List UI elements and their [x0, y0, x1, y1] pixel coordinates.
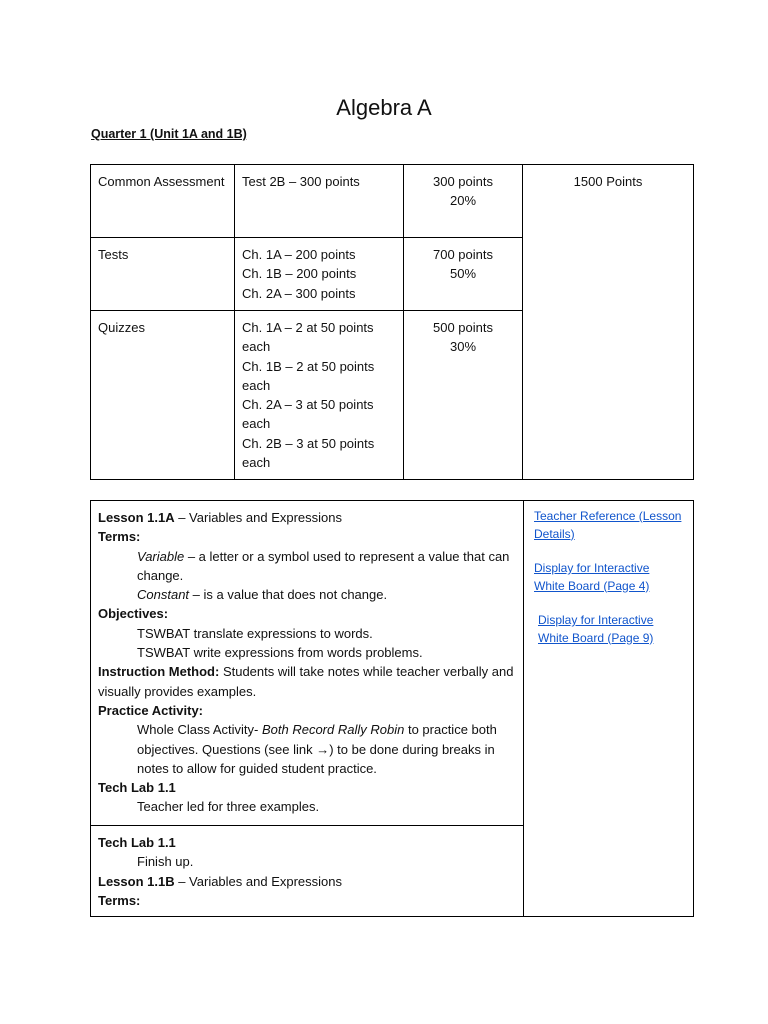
grading-table: [90, 164, 694, 480]
item-line: Ch. 1A – 2 at 50 points each: [242, 320, 374, 355]
teacher-reference-link[interactable]: Teacher Reference (Lesson Details): [534, 509, 682, 541]
practice-suffix: to practice both objectives. Questions (see link →) to be done during breaks in notes to allow for guided student practice.: [137, 722, 497, 776]
item-line: Ch. 2B – 3 at 50 points each: [242, 435, 375, 471]
table-row: [91, 165, 694, 238]
objective-item: TSWBAT write expressions from words problems.: [137, 645, 423, 661]
item-line: Ch. 1B – 200 points: [242, 266, 357, 282]
category-cell: Tests: [91, 238, 235, 311]
items-cell: [235, 238, 404, 311]
points-cell: [404, 311, 523, 480]
practice-prefix: Whole Class Activity-: [137, 722, 262, 738]
lesson-title: – Variables and Expressions: [174, 510, 343, 525]
instruction-text: Students will take notes while teacher verbally and visually provides examples.: [98, 664, 514, 699]
table-row: [91, 501, 694, 826]
points-value: 700 points: [433, 247, 493, 262]
instruction-label: Instruction Method:: [98, 664, 220, 680]
total-points-cell: 1500 Points: [523, 165, 694, 480]
item-line: Ch. 1A – 200 points: [242, 247, 356, 262]
lesson-label: Lesson 1.1A: [98, 510, 175, 525]
techlab-label: Tech Lab 1.1: [98, 835, 176, 850]
term-variable: [98, 547, 516, 586]
category-cell: Common Assessment: [91, 165, 235, 238]
items-cell: [235, 311, 404, 480]
term-definition: – a letter or a symbol used to represent a value that can change.: [137, 548, 510, 583]
term-word: Constant: [137, 587, 190, 603]
item-line: Ch. 2A – 3 at 50 points each: [242, 397, 374, 432]
item-line: Ch. 2A – 300 points: [242, 285, 356, 301]
lesson-1-1a-cell: [91, 501, 524, 826]
instruction-method: [98, 662, 516, 701]
term-word: Variable: [137, 548, 185, 564]
term-definition: – is a value that does not change.: [189, 587, 388, 603]
practice-activity-name: Both Record Rally Robin: [261, 722, 405, 738]
techlab-text: Finish up.: [137, 854, 194, 870]
practice-text: [98, 720, 516, 778]
lesson-label: Lesson 1.1B: [98, 873, 175, 889]
percent-value: 50%: [449, 266, 477, 282]
item-line: Test 2B – 300 points: [242, 174, 360, 189]
points-cell: [404, 238, 523, 311]
quarter-heading: Quarter 1 (Unit 1A and 1B): [91, 127, 247, 141]
item-line: Ch. 1B – 2 at 50 points each: [242, 358, 375, 393]
whiteboard-page-4-link[interactable]: Display for Interactive White Board (Page 4): [534, 561, 650, 593]
techlab-text: Teacher led for three examples.: [137, 799, 320, 815]
objectives-label: Objectives:: [98, 606, 169, 622]
lesson-1-1b-cell: [91, 826, 524, 917]
page-title: Algebra A: [336, 95, 432, 120]
lesson-title: – Variables and Expressions: [174, 873, 343, 889]
category-cell: Quizzes: [91, 311, 235, 480]
terms-label: Terms:: [98, 529, 141, 545]
percent-value: 20%: [449, 193, 477, 209]
techlab-label: Tech Lab 1.1: [98, 780, 176, 796]
points-value: 500 points: [433, 320, 493, 335]
lesson-plan-table: [90, 500, 694, 917]
lesson-heading: [98, 872, 516, 891]
resource-links-cell: [524, 501, 694, 917]
terms-label: Terms:: [98, 892, 141, 908]
whiteboard-page-9-link[interactable]: Display for Interactive White Board (Page 9): [538, 613, 654, 645]
items-cell: [235, 165, 404, 238]
objective-item: TSWBAT translate expressions to words.: [137, 625, 373, 641]
points-cell: [404, 165, 523, 238]
term-constant: [98, 585, 516, 604]
points-value: 300 points: [433, 174, 493, 189]
percent-value: 30%: [449, 339, 477, 355]
practice-label: Practice Activity:: [98, 702, 204, 718]
lesson-heading: [98, 508, 516, 527]
